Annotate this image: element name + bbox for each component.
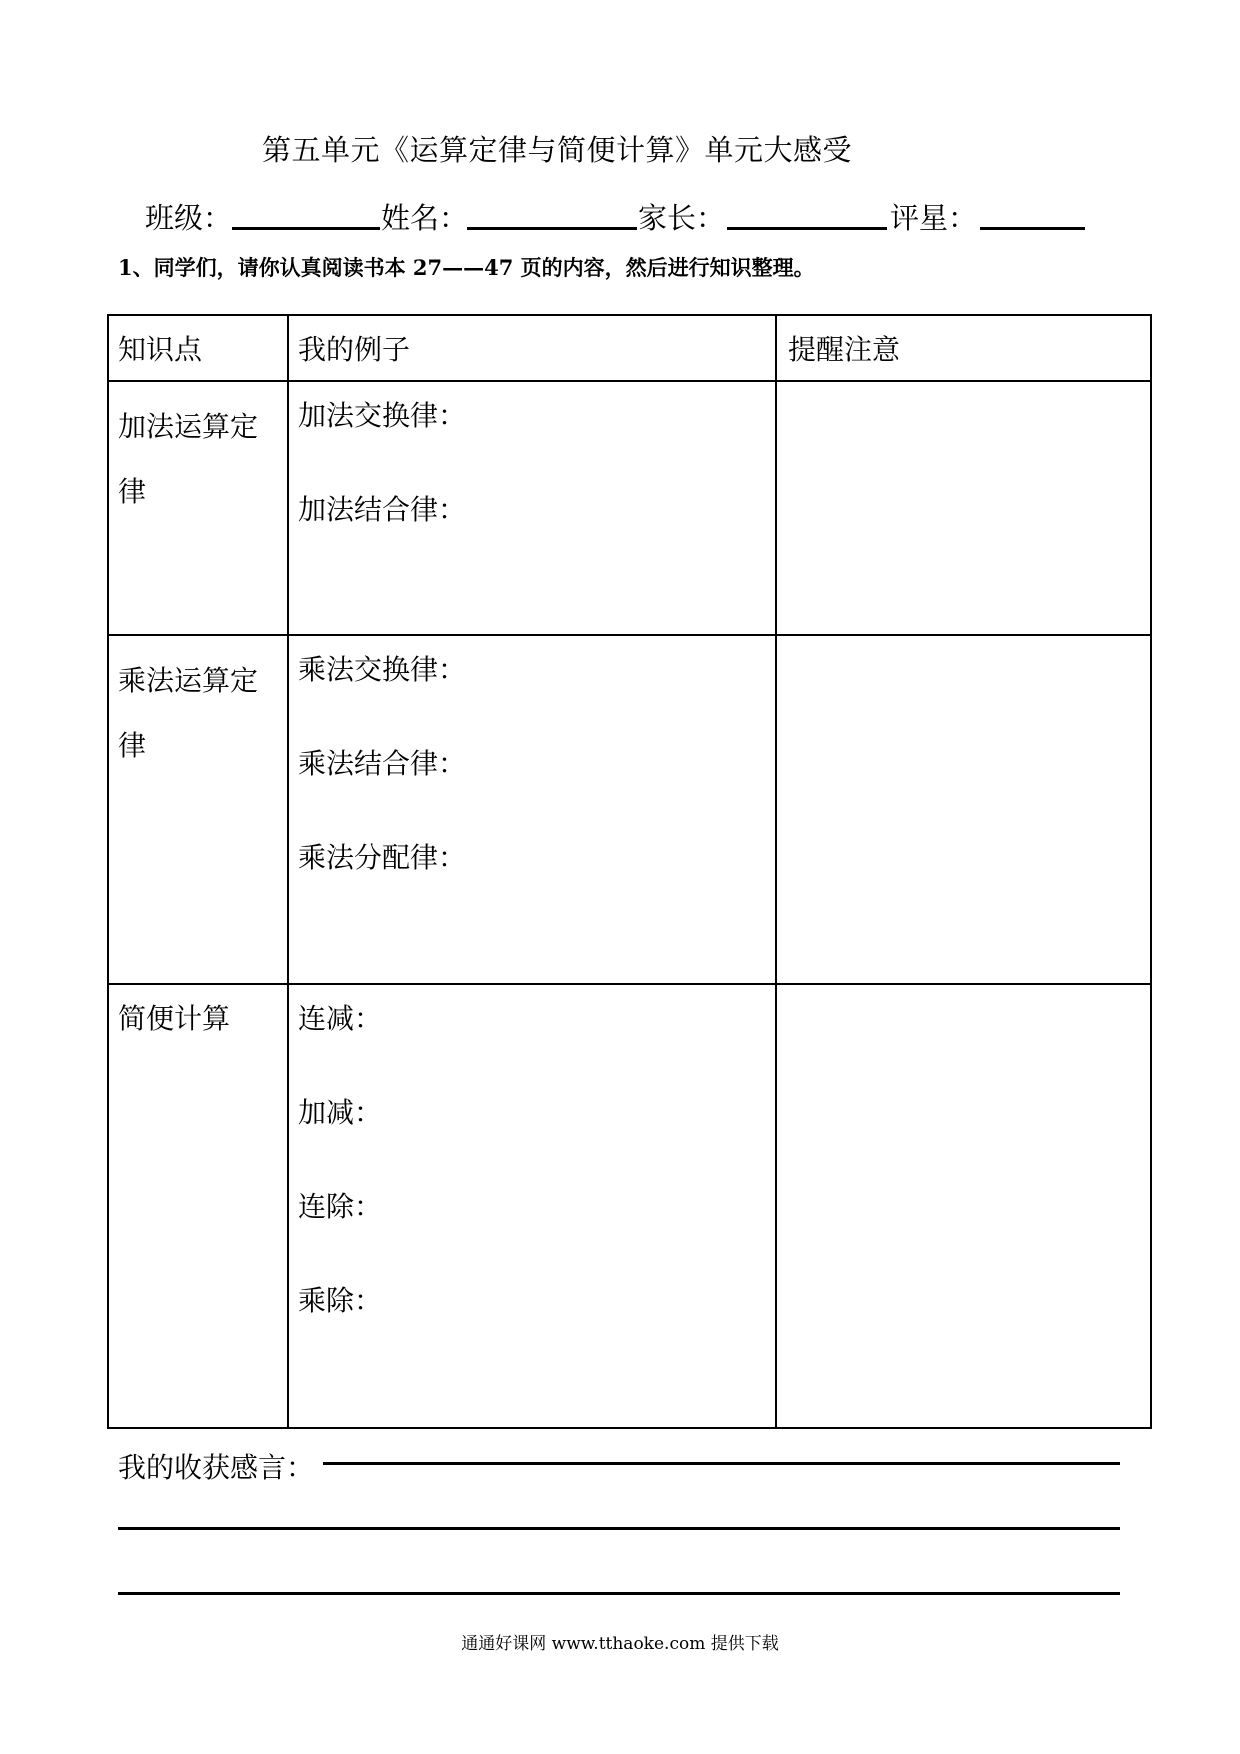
topic-simplified-calculation: 简便计算 — [118, 1002, 231, 1035]
topic-multiplication-laws: 乘法运算定律 — [118, 664, 259, 762]
example-label: 连除： — [298, 1190, 383, 1223]
header-examples: 我的例子 — [298, 333, 411, 366]
class-field[interactable] — [232, 227, 380, 230]
instruction-text: 1、同学们，请你认真阅读书本 27——47 页的内容，然后进行知识整理。 — [118, 255, 815, 280]
example-label: 乘法交换律： — [298, 653, 467, 686]
rating-field[interactable] — [980, 227, 1085, 230]
reflection-label: 我的收获感言： — [118, 1451, 315, 1484]
site-credit: 通通好课网 www.tthaoke.com 提供下载 — [461, 1634, 779, 1654]
table-divider — [107, 983, 1152, 985]
example-label: 连减： — [298, 1002, 383, 1035]
example-label: 乘法分配律： — [298, 841, 467, 874]
table-divider — [287, 314, 289, 1429]
reflection-line[interactable] — [323, 1462, 1120, 1465]
table-divider — [775, 314, 777, 1429]
student-info-row — [145, 196, 1085, 236]
topic-addition-laws: 加法运算定律 — [118, 410, 259, 508]
table-divider — [107, 634, 1152, 636]
example-label: 乘除： — [298, 1284, 383, 1317]
example-label: 加法交换律： — [298, 399, 467, 432]
header-topic: 知识点 — [118, 333, 203, 366]
parent-label: 家长： — [638, 201, 726, 235]
reflection-line[interactable] — [118, 1592, 1120, 1595]
knowledge-table — [107, 314, 1152, 1429]
example-label: 加减： — [298, 1096, 383, 1129]
table-divider — [107, 380, 1152, 382]
header-notes: 提醒注意 — [788, 333, 901, 366]
example-label: 加法结合律： — [298, 493, 467, 526]
parent-field[interactable] — [727, 227, 887, 230]
rating-label: 评星： — [890, 201, 978, 235]
class-label: 班级： — [145, 201, 233, 235]
page-title: 第五单元《运算定律与简便计算》单元大感受 — [262, 133, 853, 167]
table-border-bottom — [107, 1427, 1152, 1429]
name-field[interactable] — [467, 227, 637, 230]
reflection-line[interactable] — [118, 1527, 1120, 1530]
table-border-right — [1150, 314, 1152, 1429]
table-border-top — [107, 314, 1152, 316]
table-border-left — [107, 314, 109, 1429]
name-label: 姓名： — [381, 201, 469, 235]
example-label: 乘法结合律： — [298, 747, 467, 780]
